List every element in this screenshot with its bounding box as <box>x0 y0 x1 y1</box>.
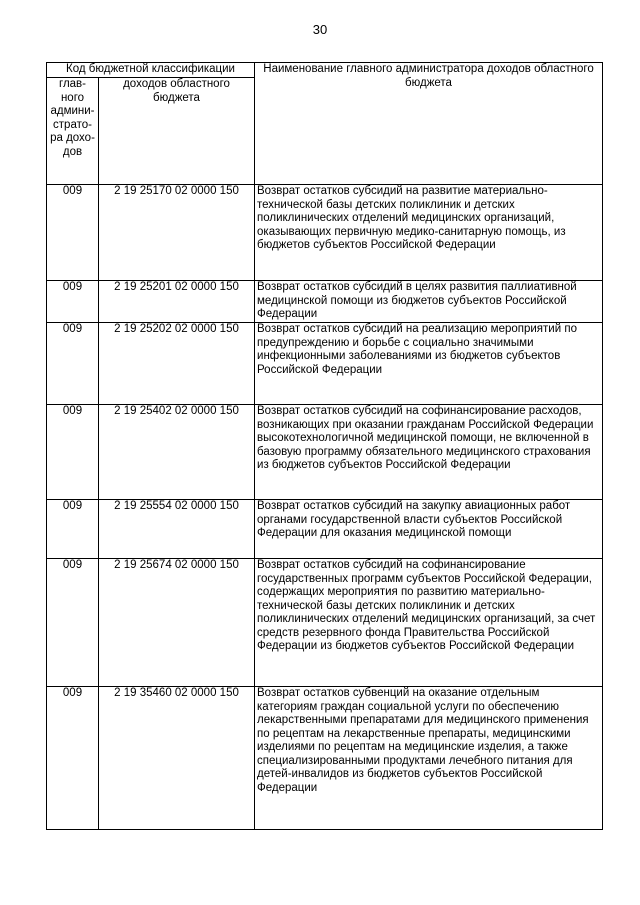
revenue-code-cell: 2 19 25170 02 0000 150 <box>99 185 255 281</box>
revenue-code-cell: 2 19 25554 02 0000 150 <box>99 500 255 559</box>
table-row <box>47 500 603 559</box>
table-row <box>47 687 603 830</box>
revenue-code-cell: 2 19 25201 02 0000 150 <box>99 281 255 323</box>
revenue-code-cell: 2 19 25202 02 0000 150 <box>99 323 255 405</box>
budget-classification-table <box>46 62 603 830</box>
revenue-name-cell: Возврат остатков субсидий на закупку авиационных работ органами государственной власти субъектов Российской Федерации для оказания медицинской помощи <box>255 500 603 559</box>
header-chief-administrator: глав-ного админи-страто-ра дохо-дов <box>47 78 99 185</box>
header-administrator-name: Наименование главного администратора доходов областного бюджета <box>255 63 603 185</box>
revenue-name-cell: Возврат остатков субсидий на софинансирование расходов, возникающих при оказании гражданам Российской Федерации высокотехнологичной медицинской помощи, не включенной в базовую программу обязательного медицинского страхования из бюджетов субъектов Российской Федерации <box>255 405 603 500</box>
revenue-name-cell: Возврат остатков субсидий на софинансирование государственных программ субъектов Российской Федерации, содержащих мероприятия по развитию материально-технической базы детских поликлиник и детских поликлинических отделений медицинских организаций, за счет средств резервного фонда Правительства Российской Федерации из бюджетов субъектов Российской Федерации <box>255 559 603 687</box>
admin-code-cell: 009 <box>47 281 99 323</box>
revenue-code-cell: 2 19 35460 02 0000 150 <box>99 687 255 830</box>
header-regional-budget-revenue: доходов областного бюджета <box>99 78 255 185</box>
table-row <box>47 281 603 323</box>
page-number: 30 <box>312 22 328 37</box>
table-row <box>47 405 603 500</box>
table-row <box>47 185 603 281</box>
revenue-code-cell: 2 19 25674 02 0000 150 <box>99 559 255 687</box>
revenue-name-cell: Возврат остатков субсидий на развитие материально-технической базы детских поликлиник и детских поликлинических отделений медицинских организаций, оказывающих первичную медико-санитарную помощь, из бюджетов субъектов Российской Федерации <box>255 185 603 281</box>
admin-code-cell: 009 <box>47 405 99 500</box>
admin-code-cell: 009 <box>47 687 99 830</box>
table-row <box>47 323 603 405</box>
revenue-name-cell: Возврат остатков субсидий на реализацию мероприятий по предупреждению и борьбе с социально значимыми инфекционными заболеваниями из бюджетов субъектов Российской Федерации <box>255 323 603 405</box>
table-row <box>47 559 603 687</box>
revenue-name-cell: Возврат остатков субвенций на оказание отдельным категориям граждан социальной услуги по обеспечению лекарственными препаратами для медицинского применения по рецептам на лекарственные препараты, медицинскими изделиями по рецептам на медицинские изделия, а также специализированными продуктами лечебного питания для детей-инвалидов из бюджетов субъектов Российской Федерации <box>255 687 603 830</box>
admin-code-cell: 009 <box>47 323 99 405</box>
admin-code-cell: 009 <box>47 500 99 559</box>
revenue-name-cell: Возврат остатков субсидий в целях развития паллиативной медицинской помощи из бюджетов субъектов Российской Федерации <box>255 281 603 323</box>
header-budget-classification-code: Код бюджетной классификации <box>47 63 255 78</box>
revenue-code-cell: 2 19 25402 02 0000 150 <box>99 405 255 500</box>
admin-code-cell: 009 <box>47 185 99 281</box>
admin-code-cell: 009 <box>47 559 99 687</box>
